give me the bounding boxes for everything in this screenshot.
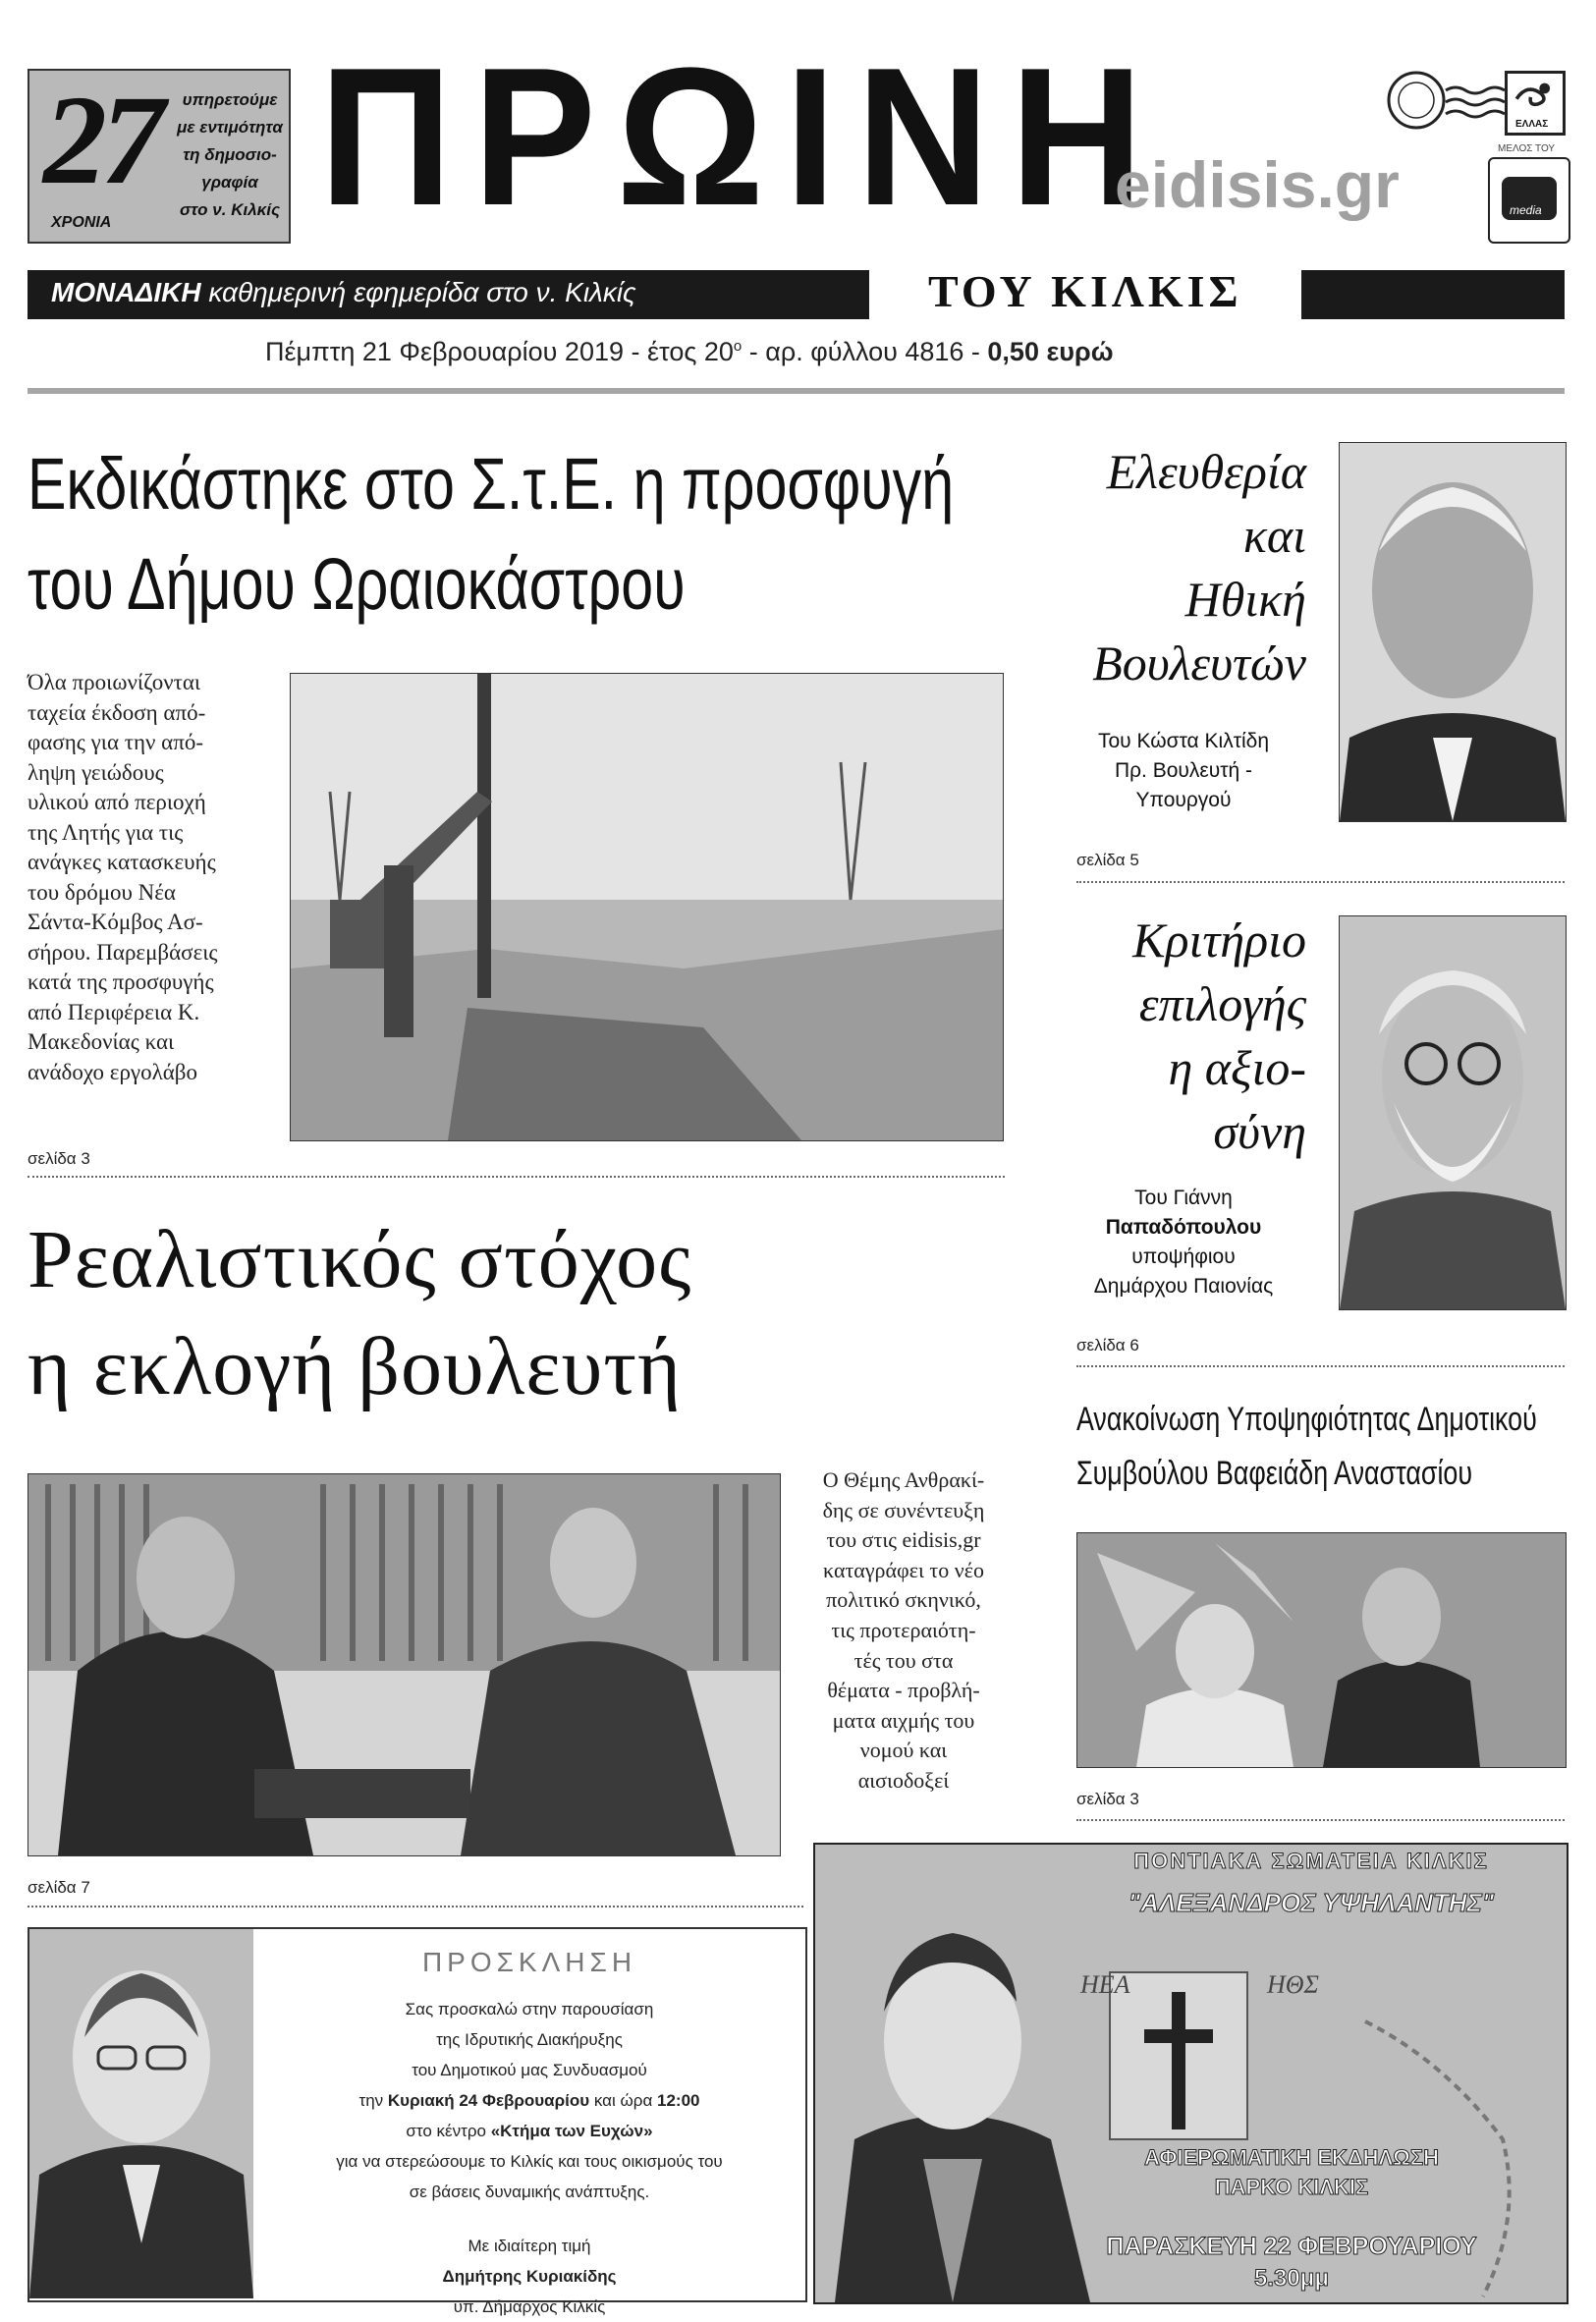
headline-criterion: Κριτήριο επιλογής η αξιο- σύνη <box>1132 912 1306 1159</box>
divider-realistic <box>28 1906 803 1907</box>
event-organizer: ΠΟΝΤΙΑΚΑ ΣΩΜΑΤΕΙΑ ΚΙΛΚΙΣ <box>1133 1849 1489 1873</box>
member-label: ΜΕΛΟΣ ΤΟΥ <box>1498 143 1556 154</box>
candidacy-photo <box>1076 1532 1567 1768</box>
post-label: ΕΛΛΑΣ <box>1515 119 1549 130</box>
headline-freedom: Ελευθερία και Ηθική Βουλευτών <box>1092 444 1306 691</box>
media-logo-icon <box>1488 157 1570 244</box>
anniversary-box <box>28 69 291 244</box>
byline-criterion: Του Γιάννη Παπαδόπουλου υποψήφιου Δημάρχου Παιονίας <box>1093 1187 1274 1298</box>
candidate-portrait <box>29 1929 253 2298</box>
event-time: 5.30μμ <box>1253 2265 1330 2292</box>
dateline: Πέμπτη 21 Φεβρουαρίου 2019 - έτος $20^o$ - αρ. φύλλου 4816 - 0,50 ευρώ <box>265 337 1114 366</box>
page-ref-criterion: σελίδα 6 <box>1076 1336 1139 1354</box>
masthead-title: ΠΡΩΙΝΗ <box>319 28 1164 247</box>
event-date: ΠΑΡΑΣΚΕΥΗ 22 ΦΕΒΡΟΥΑΡΙΟΥ <box>1106 2233 1477 2260</box>
headline-ste-line1: Εκδικάστηκε στο Σ.τ.Ε. η προσφυγή <box>28 443 955 525</box>
masthead-subtitle: ΤΟΥ ΚΙΛΚΙΣ <box>928 266 1242 316</box>
anniversary-years: ΧΡΟΝΙΑ <box>51 214 112 231</box>
construction-site-photo <box>290 673 1004 1141</box>
website-watermark: eidisis.gr <box>1115 148 1400 221</box>
headline-candidacy-line2: Συμβούλου Βαφειάδη Αναστασίου <box>1076 1455 1473 1492</box>
invitation-text: Σας προσκαλώ στην παρουσίαση της Ιδρυτικής Διακήρυξης του Δημοτικού μας Συνδυασμού την Κυριακή 24 Φεβρουαρίου και ώρα 12:00 στο κέντρο «Κτήμα των Ευχών» για να στερεώσουμε το Κιλκίς και τους οικισμούς του σε βάσεις δυναμικής ανάπτυξης. Με ιδιαίτερη τιμή Δημήτρης Κυριακίδης υπ. Δήμαρχος Κιλκίς <box>336 2000 723 2316</box>
event-flag-left: ΗΕΑ <box>1080 1970 1130 1999</box>
post-horn-icon <box>1505 71 1566 136</box>
event-flag-right: ΗΘΣ <box>1267 1970 1320 1999</box>
media-logo-text: media <box>1510 203 1542 217</box>
page-ref-ste: σελίδα 3 <box>28 1149 90 1168</box>
tagline: ΜΟΝΑΔΙΚΗ καθημερινή εφημερίδα στο ν. Κιλκίς <box>51 277 636 307</box>
page-ref-candidacy: σελίδα 3 <box>1076 1790 1139 1808</box>
divider-ste <box>28 1176 1005 1178</box>
event-line1: ΑΦΙΕΡΩΜΑΤΙΚΗ ΕΚΔΗΛΩΣΗ <box>1144 2145 1439 2170</box>
byline-freedom: Του Κώστα Κιλτίδη Πρ. Βουλευτή - Υπουργού <box>1097 730 1270 811</box>
page-ref-realistic: σελίδα 7 <box>28 1878 90 1897</box>
article-realistic-body: Ο Θέμης Ανθρακί- δης σε συνέντευξη του στις eidisis,gr καταγράφει το νέο πολιτικό σκηνικό, τις προτεραιότη- τές του στα θέματα - προβλή- ματα αιχμής του νομού και αισιοδοξεί <box>822 1467 985 1793</box>
invitation-title: ΠΡΟΣΚΛΗΣΗ <box>421 1947 637 1977</box>
papadopoulos-portrait <box>1339 915 1567 1310</box>
masthead-rule <box>28 388 1565 394</box>
event-ad <box>813 1843 1568 2304</box>
article-ste-body: Όλα προιωνίζονται ταχεία έκδοση από- φασης για την από- ληψη γειώδους υλικού από περιοχή της Λητής για τις ανάγκες κατασκευής του δρόμου Νέα Σάντα-Κόμβος Ασ- σήρου. Παρεμβάσεις κατά της προσφυγής από Περιφέρεια Κ. Μακεδονίας και ανάδοχο εργολάβο <box>28 670 218 1084</box>
headline-candidacy-line1: Ανακοίνωση Υποψηφιότητας Δημοτικού <box>1076 1401 1537 1438</box>
headline-ste-line2: του Δήμου Ωραιοκάστρου <box>28 543 686 625</box>
headline-realistic-line2: η εκλογή βουλευτή <box>28 1321 682 1412</box>
divider-candidacy <box>1076 1819 1565 1821</box>
anniversary-number: 27 <box>43 70 159 211</box>
page-ref-freedom: σελίδα 5 <box>1076 851 1139 869</box>
headline-realistic-line1: Ρεαλιστικός στόχος <box>28 1214 692 1305</box>
event-line2: ΠΑΡΚΟ ΚΙΛΚΙΣ <box>1214 2175 1369 2199</box>
kiltidis-portrait <box>1339 442 1567 822</box>
divider-criterion <box>1076 1365 1565 1367</box>
interview-photo <box>28 1473 781 1856</box>
invitation-box <box>28 1927 807 2316</box>
divider-freedom <box>1076 881 1565 883</box>
anniversary-text: υπηρετούμε με εντιμότητα τη δημοσιο- γραφία στο ν. Κιλκίς <box>177 90 283 219</box>
event-title: "ΑΛΕΞΑΝΔΡΟΣ ΥΨΗΛΑΝΤΗΣ" <box>1128 1888 1495 1917</box>
